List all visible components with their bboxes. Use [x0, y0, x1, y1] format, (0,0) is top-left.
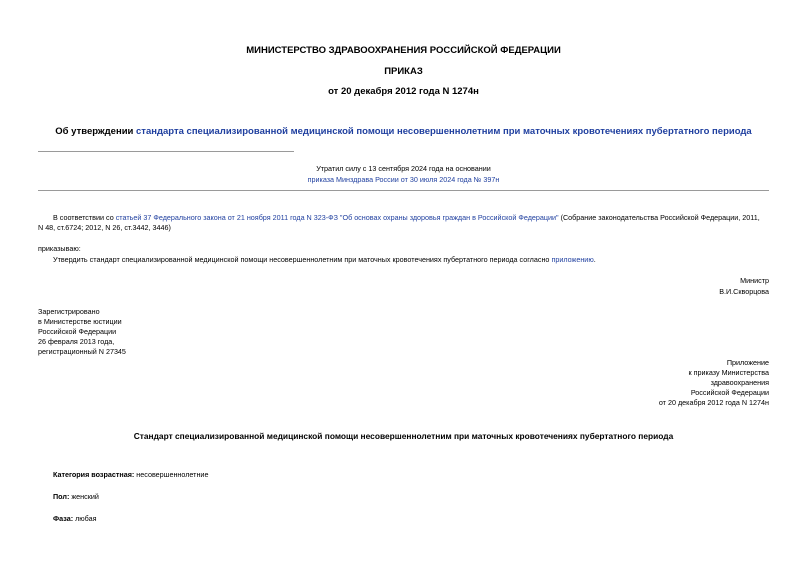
- order-word: приказываю:: [38, 244, 81, 253]
- appendix-line: Российской Федерации: [690, 388, 769, 397]
- standard-title: Стандарт специализированной медицинской помощи несовершеннолетним при маточных кровотечениях пубертатного периода: [133, 431, 674, 441]
- field-sex: [53, 492, 99, 502]
- document-title: [0, 126, 807, 137]
- approve-text: Утвердить стандарт специализированной медицинской помощи несовершеннолетним при маточных кровотечениях пубертатного периода согласно: [53, 255, 552, 264]
- field-sex-value: женский: [69, 492, 99, 501]
- signature-name: В.И.Скворцова: [719, 287, 769, 296]
- appendix-link[interactable]: приложению: [551, 255, 594, 264]
- notice-line: Утратил силу с 13 сентября 2024 года на основании: [316, 164, 491, 173]
- registration-line: регистрационный N 27345: [38, 347, 126, 356]
- preamble-line-2: N 48, ст.6724; 2012, N 26, ст.3442, 3446): [38, 223, 171, 232]
- field-sex-label: Пол:: [53, 492, 70, 501]
- order-heading: ПРИКАЗ: [384, 66, 423, 77]
- registration-line: 26 февраля 2013 года,: [38, 337, 115, 346]
- appendix-line: к приказу Министерства: [688, 368, 769, 377]
- registration-block: [38, 307, 126, 357]
- federal-law-link[interactable]: статьей 37 Федерального закона от 21 ноября 2011 года N 323-ФЗ "Об основах охраны здоровья граждан в Российской Федерации": [115, 213, 559, 222]
- registration-line: Российской Федерации: [38, 327, 117, 336]
- registration-line: в Министерстве юстиции: [38, 317, 122, 326]
- ministry-heading: МИНИСТЕРСТВО ЗДРАВООХРАНЕНИЯ РОССИЙСКОЙ ФЕДЕРАЦИИ: [246, 45, 561, 56]
- appendix-line: от 20 декабря 2012 года N 1274н: [658, 398, 769, 407]
- field-phase-value: любая: [73, 514, 97, 523]
- divider-short: [38, 151, 294, 152]
- signature-role: Министр: [740, 276, 769, 285]
- title-prefix: Об утверждении: [55, 126, 137, 137]
- divider-full: [38, 190, 769, 191]
- field-age-value: несовершеннолетние: [134, 470, 209, 479]
- preamble-line-1: [53, 213, 773, 223]
- appendix-block: [659, 358, 769, 408]
- preamble-rest: (Собрание законодательства Российской Федерации, 2011,: [558, 213, 760, 222]
- registration-line: Зарегистрировано: [38, 307, 100, 316]
- field-age-label: Категория возрастная:: [53, 470, 135, 479]
- field-phase: [53, 514, 97, 524]
- field-phase-label: Фаза:: [53, 514, 74, 523]
- appendix-line: здравоохранения: [710, 378, 769, 387]
- appendix-line: Приложение: [726, 358, 769, 367]
- preamble-prefix: В соответствии со: [53, 213, 116, 222]
- field-age: [53, 470, 208, 480]
- title-standard-link[interactable]: стандарта специализированной медицинской помощи несовершеннолетним при маточных кровотечениях пубертатного периода: [136, 126, 752, 137]
- order-date-number: от 20 декабря 2012 года N 1274н: [328, 86, 479, 97]
- approve-end: .: [593, 255, 596, 264]
- notice-link-line: [0, 175, 807, 185]
- approve-paragraph: [53, 255, 596, 265]
- repeal-order-link[interactable]: приказа Минздрава России от 30 июля 2024 года № 397н: [307, 175, 500, 184]
